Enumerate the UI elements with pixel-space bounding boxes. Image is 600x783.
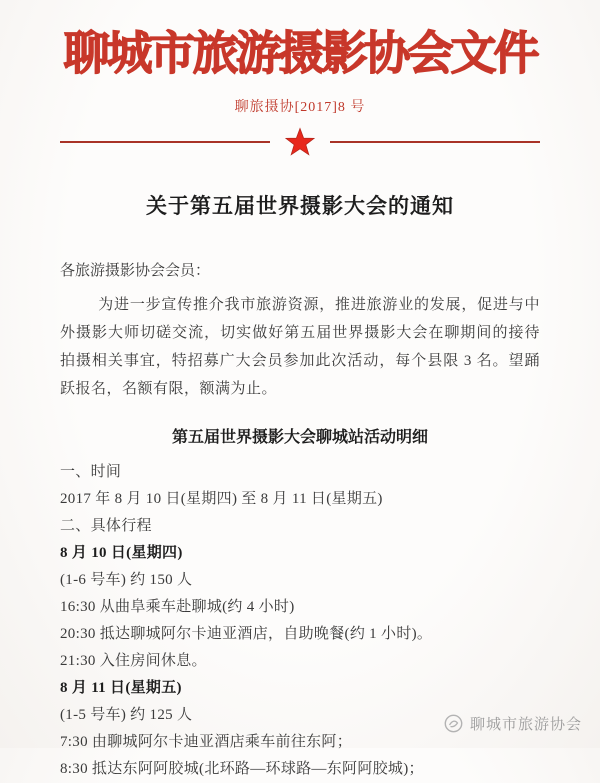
schedule-row: (1-5 号车) 约 125 人: [60, 707, 193, 723]
schedule-row-date: 8 月 11 日(星期五): [60, 680, 182, 696]
schedule-row: 7:30 由聊城阿尔卡迪亚酒店乘车前往东阿；: [60, 734, 353, 750]
letterhead-separator: [60, 126, 540, 158]
salutation: 各旅游摄影协会会员：: [60, 263, 211, 279]
schedule-rows: [60, 459, 540, 783]
watermark: [444, 713, 582, 734]
separator-line-left: [60, 141, 270, 143]
separator-line-right: [330, 141, 540, 143]
schedule-heading: 第五届世界摄影大会聊城站活动明细: [171, 429, 428, 446]
document-page: [0, 16, 600, 783]
schedule-row: 20:30 抵达聊城阿尔卡迪亚酒店，自助晚餐(约 1 小时)。: [60, 626, 433, 642]
schedule-row-date: 8 月 10 日(星期四): [60, 545, 183, 561]
notice-title: 关于第五届世界摄影大会的通知: [146, 195, 454, 218]
schedule-row: (1-6 号车) 约 150 人: [60, 572, 193, 588]
association-circle-logo-icon: [444, 714, 463, 733]
document-number: 聊旅摄协[2017]8 号: [234, 100, 366, 115]
watermark-label: 聊城市旅游协会: [469, 716, 582, 733]
schedule-row: 一、时间: [60, 464, 122, 480]
red-star-icon: [285, 127, 315, 157]
schedule-row: 2017 年 8 月 10 日(星期四) 至 8 月 11 日(星期五): [60, 491, 383, 507]
notice-body-paragraph: 为进一步宣传推介我市旅游资源，推进旅游业的发展，促进与中外摄影大师切磋交流，切实做好第五届世界摄影大会在聊期间的接待拍摄相关事宜，特招募广大会员参加此次活动，每个县限 3 名。望踊跃报名，名额有限，额满为止。: [60, 297, 540, 397]
schedule-row: 21:30 入住房间休息。: [60, 653, 207, 669]
letterhead-title: 聊城市旅游摄影协会文件: [63, 28, 537, 79]
schedule-row: 二、具体行程: [60, 518, 152, 534]
schedule-row: 16:30 从曲阜乘车赴聊城(约 4 小时): [60, 599, 295, 615]
schedule-row: 8:30 抵达东阿阿胶城(北环路—环球路—东阿阿胶城)；: [60, 761, 424, 777]
